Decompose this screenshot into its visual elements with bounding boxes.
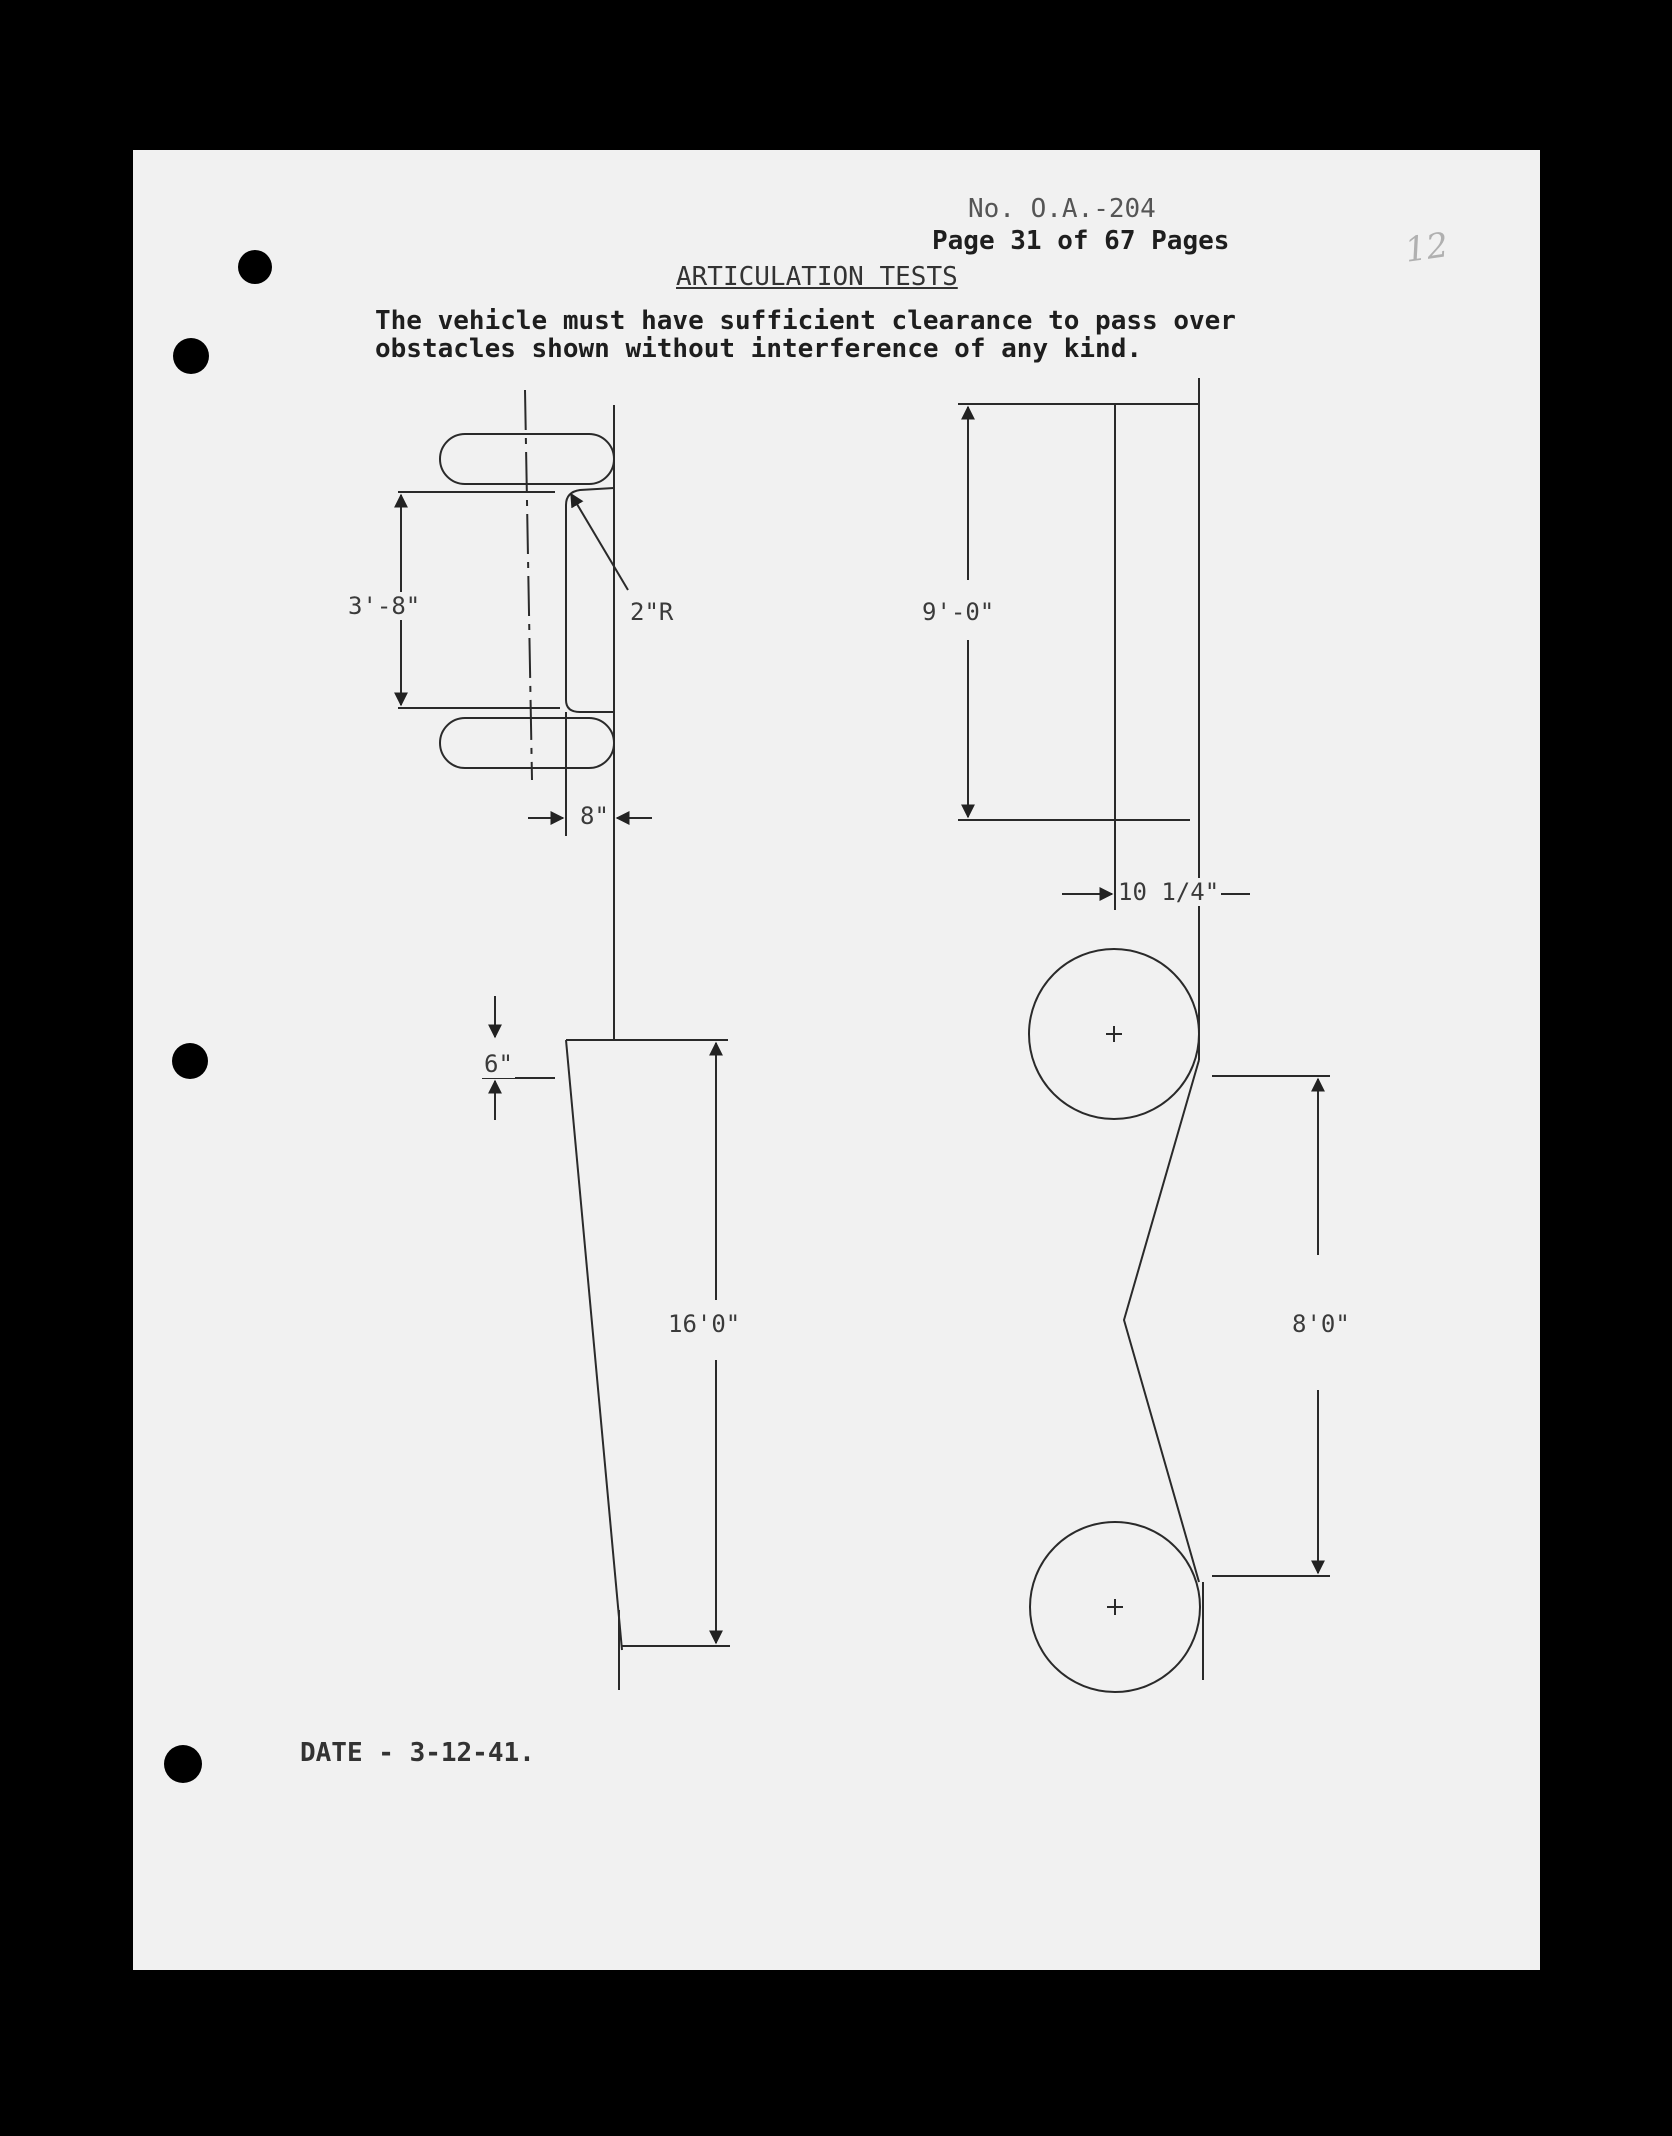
- instruction-text-line-2: obstacles shown without interference of any kind.: [375, 334, 1143, 364]
- dim-label-width: 8": [580, 802, 609, 830]
- vee-profile: [1124, 1060, 1199, 1582]
- document-date: DATE - 3-12-41.: [300, 1738, 535, 1768]
- obstacle-profile: [566, 488, 614, 712]
- corner-mark: 12: [1402, 225, 1451, 271]
- center-line: [525, 390, 532, 780]
- page-number: Page 31 of 67 Pages: [932, 226, 1230, 256]
- radius-leader: [571, 494, 628, 590]
- dim-label-width-right: 10 1/4": [1118, 878, 1220, 906]
- page-title: ARTICULATION TESTS: [676, 262, 958, 292]
- dim-label-height-right: 9'-0": [922, 598, 995, 626]
- document-number: No. O.A.-204: [968, 194, 1156, 224]
- dim-label-length: 16'0": [668, 1310, 741, 1338]
- dim-label-step: 6": [484, 1050, 513, 1078]
- dim-label-spacing: 8'0": [1292, 1310, 1350, 1338]
- dim-label-radius: 2"R: [630, 598, 674, 626]
- slope-line: [566, 1040, 622, 1650]
- dim-label-height: 3'-8": [348, 592, 421, 620]
- obstacle-slot-bottom: [440, 718, 614, 768]
- instruction-text-line-1: The vehicle must have sufficient clearance to pass over: [375, 306, 1236, 336]
